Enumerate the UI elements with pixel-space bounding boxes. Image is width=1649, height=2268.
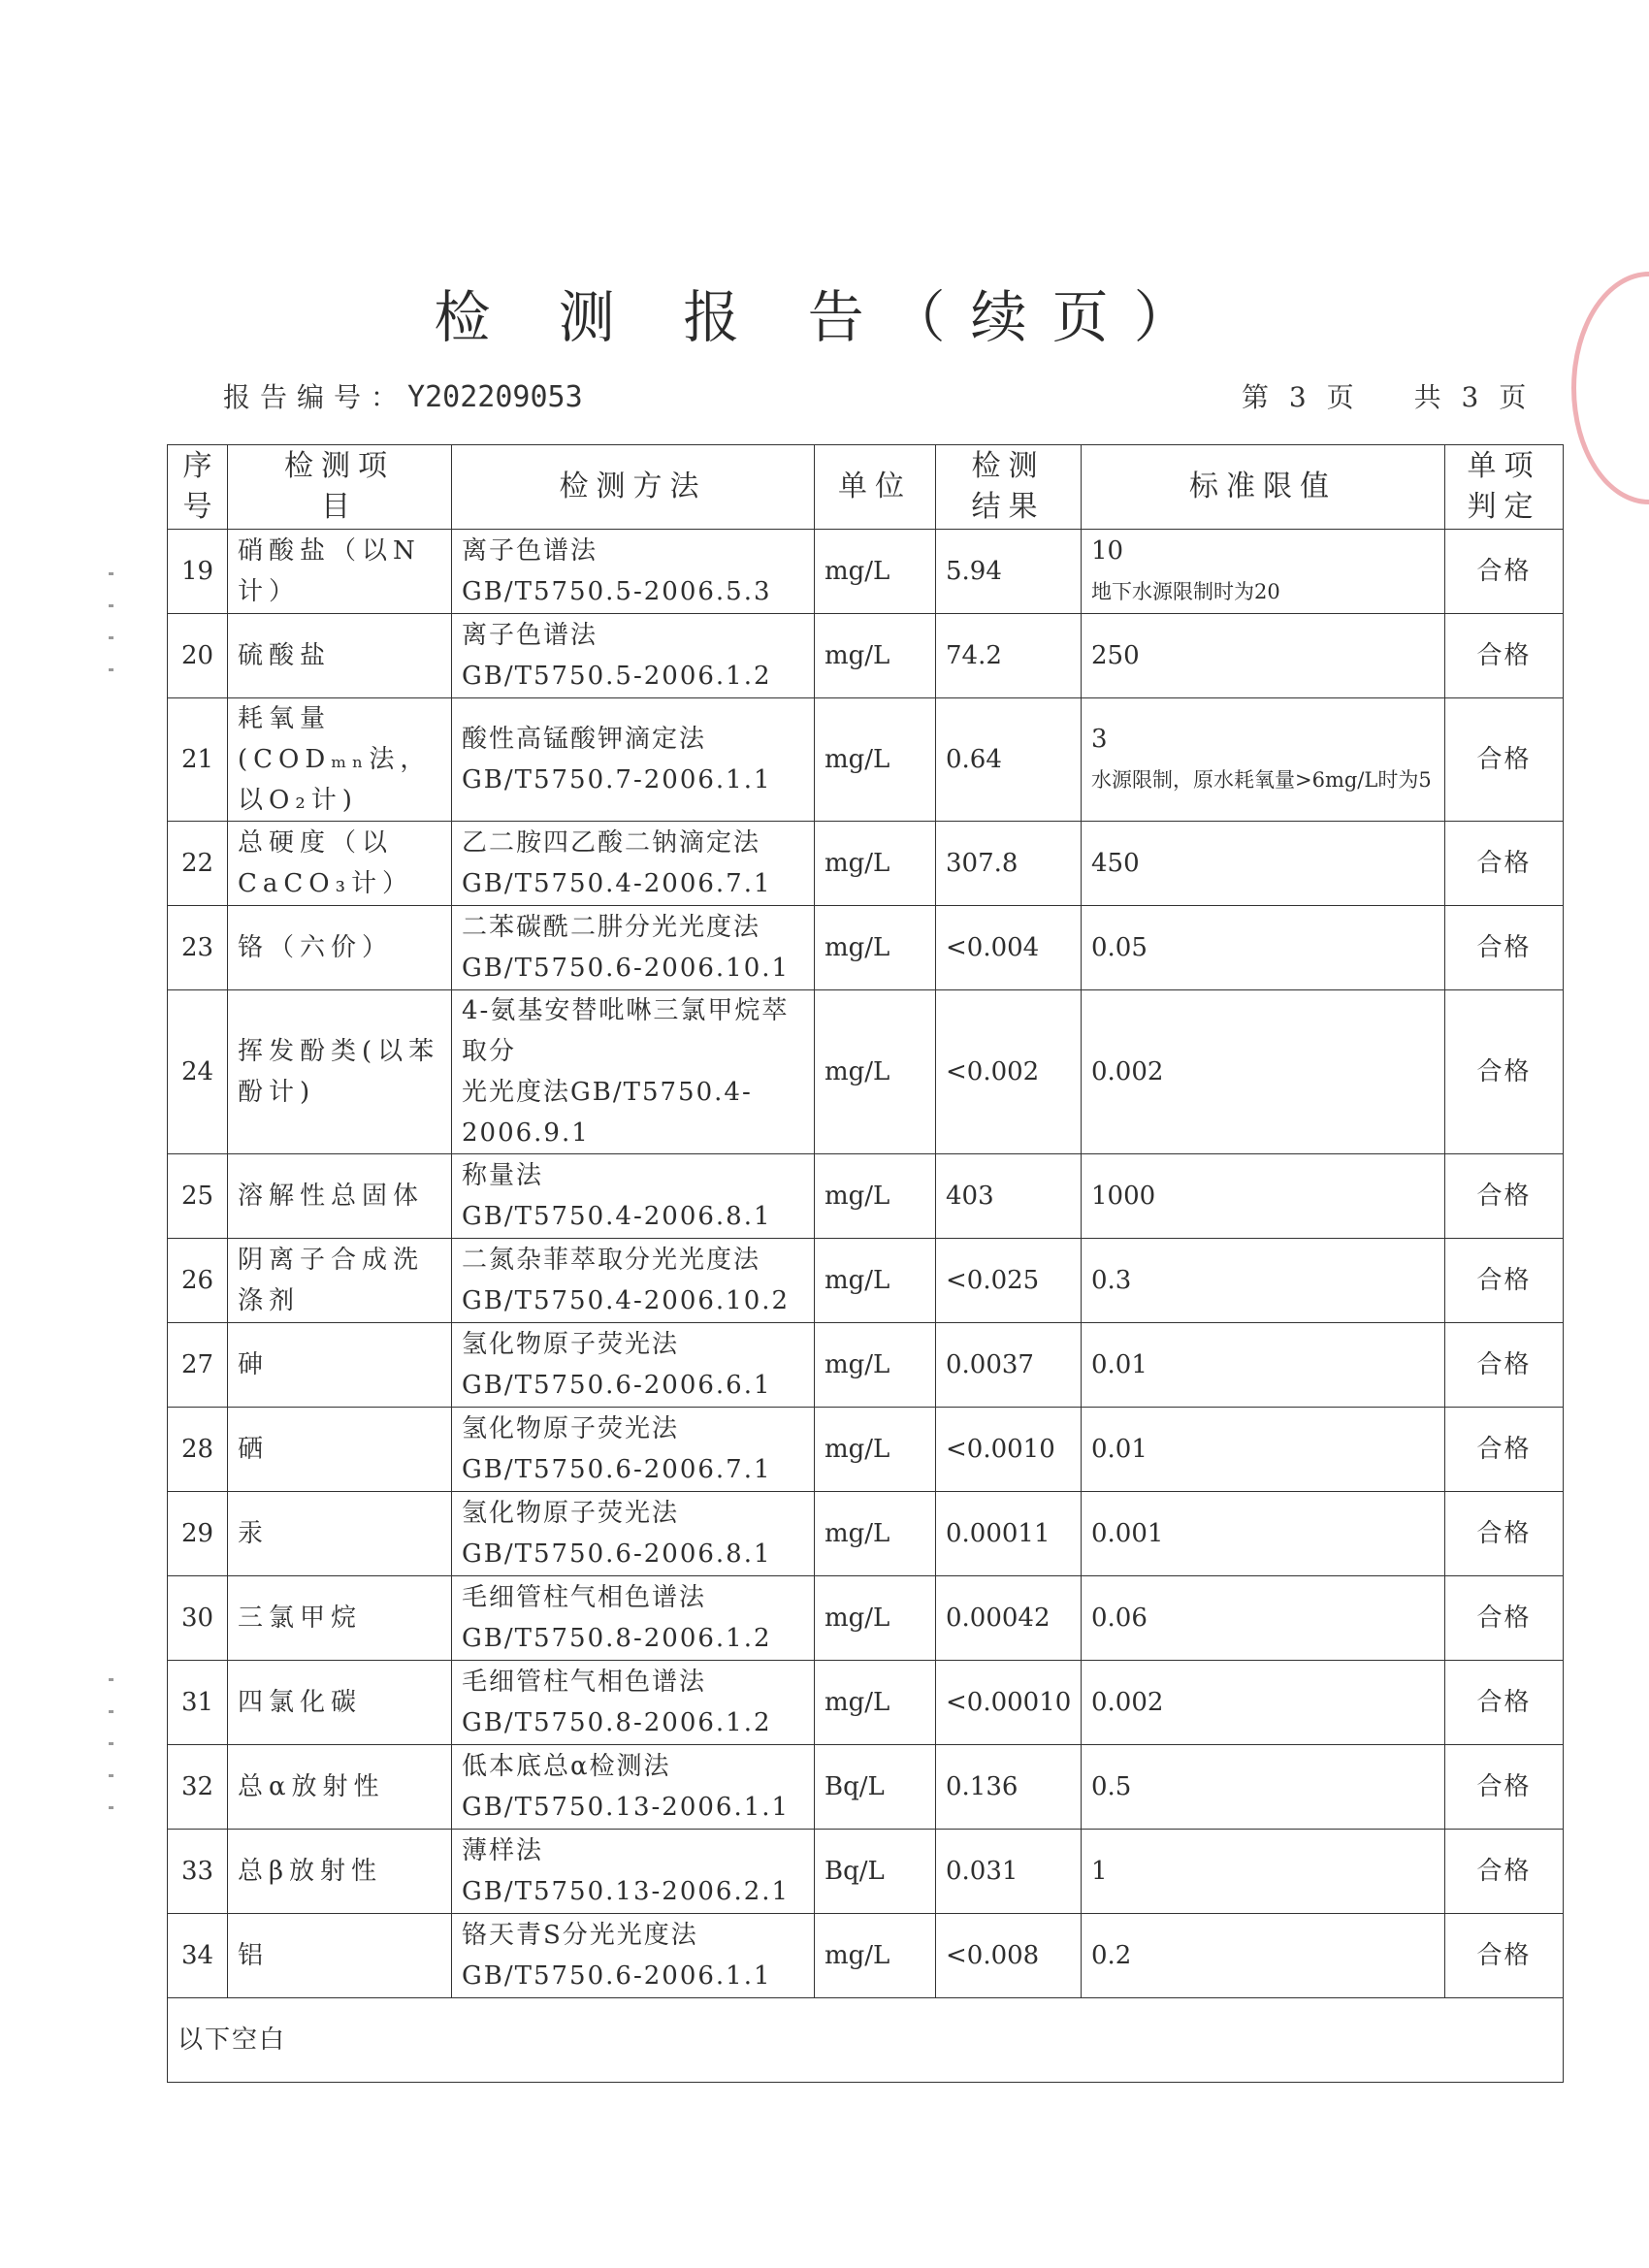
row-no: 24 (168, 990, 228, 1154)
row-item: 挥发酚类(以苯酚计) (228, 990, 452, 1154)
row-no: 34 (168, 1914, 228, 1998)
row-item: 硝酸盐（以N计） (228, 530, 452, 614)
row-method-name: 铬天青S分光光度法 (462, 1921, 698, 1950)
row-limit-value: 450 (1091, 849, 1140, 878)
row-no: 23 (168, 906, 228, 990)
report-number-label: 报告编号： (223, 381, 408, 413)
binding-marks-top (109, 572, 116, 700)
row-result: 0.0037 (936, 1323, 1082, 1408)
row-result: 0.136 (936, 1745, 1082, 1830)
row-verdict: 合格 (1445, 1492, 1564, 1576)
header-no: 序号 (168, 445, 228, 530)
row-method (452, 1576, 815, 1661)
row-verdict: 合格 (1445, 990, 1564, 1154)
row-item: 总α放射性 (228, 1745, 452, 1830)
table-row (168, 1661, 1564, 1745)
row-item: 总β放射性 (228, 1830, 452, 1914)
table-header-row (168, 445, 1564, 530)
row-result: 74.2 (936, 614, 1082, 698)
row-limit (1082, 1492, 1445, 1576)
row-limit-value: 0.01 (1091, 1435, 1148, 1464)
row-limit-value: 0.5 (1091, 1772, 1132, 1801)
header-limit: 标准限值 (1082, 445, 1445, 530)
table-row (168, 1914, 1564, 1998)
row-limit-value: 0.002 (1091, 1057, 1164, 1086)
row-result: <0.002 (936, 990, 1082, 1154)
row-limit (1082, 1745, 1445, 1830)
row-limit-value: 0.01 (1091, 1350, 1148, 1379)
row-no: 32 (168, 1745, 228, 1830)
row-method (452, 1661, 815, 1745)
row-method-name: 毛细管柱气相色谱法 (462, 1668, 707, 1697)
row-method-name: 二苯碳酰二肼分光光度法 (462, 913, 761, 942)
row-limit (1082, 698, 1445, 822)
row-method-standard: GB/T5750.6-2006.6.1 (462, 1371, 772, 1400)
row-limit-value: 0.05 (1091, 933, 1148, 962)
row-verdict: 合格 (1445, 1239, 1564, 1323)
row-verdict: 合格 (1445, 1408, 1564, 1492)
row-no: 26 (168, 1239, 228, 1323)
row-unit: mg/L (815, 1576, 936, 1661)
header-result: 检测结果 (936, 445, 1082, 530)
row-unit: mg/L (815, 1154, 936, 1239)
row-verdict: 合格 (1445, 614, 1564, 698)
row-no: 22 (168, 822, 228, 906)
row-no: 28 (168, 1408, 228, 1492)
row-method-standard: GB/T5750.13-2006.1.1 (462, 1793, 791, 1822)
row-method-standard: GB/T5750.4-2006.10.2 (462, 1286, 791, 1315)
row-method-name: 毛细管柱气相色谱法 (462, 1583, 707, 1612)
row-verdict: 合格 (1445, 1576, 1564, 1661)
row-no: 33 (168, 1830, 228, 1914)
row-limit-value: 0.001 (1091, 1519, 1164, 1548)
row-unit: mg/L (815, 822, 936, 906)
table-row (168, 530, 1564, 614)
row-no: 19 (168, 530, 228, 614)
row-method-name: 离子色谱法 (462, 621, 598, 650)
row-item: 汞 (228, 1492, 452, 1576)
table-row (168, 990, 1564, 1154)
row-unit: mg/L (815, 530, 936, 614)
row-limit (1082, 906, 1445, 990)
row-method-name: 氢化物原子荧光法 (462, 1414, 680, 1443)
row-method (452, 1408, 815, 1492)
row-method (452, 1239, 815, 1323)
page-current: 第 3 页 (1242, 381, 1360, 413)
row-unit: mg/L (815, 1408, 936, 1492)
table-row (168, 1323, 1564, 1408)
row-unit: mg/L (815, 990, 936, 1154)
row-limit (1082, 1576, 1445, 1661)
table-row (168, 698, 1564, 822)
table-row (168, 1408, 1564, 1492)
page-total: 共 3 页 (1413, 381, 1533, 413)
row-method-name: 酸性高锰酸钾滴定法 (462, 725, 707, 754)
row-item: 总硬度（以CaCO₃计） (228, 822, 452, 906)
table-row (168, 1576, 1564, 1661)
blank-note: 以下空白 (168, 1998, 1564, 2083)
row-no: 25 (168, 1154, 228, 1239)
row-limit-value: 250 (1091, 641, 1140, 670)
row-method (452, 530, 815, 614)
row-result: 0.00042 (936, 1576, 1082, 1661)
row-limit-value: 0.06 (1091, 1604, 1148, 1633)
row-result: <0.025 (936, 1239, 1082, 1323)
row-limit (1082, 1154, 1445, 1239)
row-item: 耗氧量(CODₘₙ法，以O₂计) (228, 698, 452, 822)
row-unit: mg/L (815, 614, 936, 698)
row-method-name: 低本底总α检测法 (462, 1752, 671, 1781)
row-limit (1082, 1323, 1445, 1408)
row-verdict: 合格 (1445, 1745, 1564, 1830)
row-result: 0.64 (936, 698, 1082, 822)
row-method-name: 离子色谱法 (462, 536, 598, 566)
row-method (452, 990, 815, 1154)
header-item: 检测项目 (228, 445, 452, 530)
row-method-name: 薄样法 (462, 1836, 544, 1865)
row-limit (1082, 1830, 1445, 1914)
row-verdict: 合格 (1445, 1154, 1564, 1239)
row-method-standard: GB/T5750.5-2006.5.3 (462, 577, 772, 606)
row-limit (1082, 990, 1445, 1154)
table-row (168, 614, 1564, 698)
row-item: 硫酸盐 (228, 614, 452, 698)
header-unit: 单位 (815, 445, 936, 530)
row-verdict: 合格 (1445, 1323, 1564, 1408)
row-method (452, 1745, 815, 1830)
row-item: 阴离子合成洗涤剂 (228, 1239, 452, 1323)
row-method (452, 698, 815, 822)
row-limit-note: 地下水源限制时为20 (1091, 580, 1280, 603)
row-limit-value: 1000 (1091, 1182, 1156, 1211)
row-method-standard: GB/T5750.6-2006.10.1 (462, 954, 791, 983)
row-result: 403 (936, 1154, 1082, 1239)
row-unit: mg/L (815, 1661, 936, 1745)
page-info (1242, 376, 1532, 415)
row-no: 31 (168, 1661, 228, 1745)
blank-row (168, 1998, 1564, 2083)
table-row (168, 1492, 1564, 1576)
row-unit: mg/L (815, 1239, 936, 1323)
row-method-standard: GB/T5750.4-2006.7.1 (462, 869, 772, 898)
header-verdict: 单项判定 (1445, 445, 1564, 530)
table-row (168, 822, 1564, 906)
row-item: 溶解性总固体 (228, 1154, 452, 1239)
row-result: <0.004 (936, 906, 1082, 990)
header-method: 检测方法 (452, 445, 815, 530)
row-method (452, 1154, 815, 1239)
row-result: <0.00010 (936, 1661, 1082, 1745)
row-item: 铬（六价） (228, 906, 452, 990)
report-number (223, 376, 583, 415)
row-limit (1082, 1914, 1445, 1998)
row-method-name: 4-氨基安替吡啉三氯甲烷萃取分 (462, 996, 790, 1066)
row-method-standard: GB/T5750.8-2006.1.2 (462, 1708, 772, 1737)
row-limit (1082, 614, 1445, 698)
row-unit: mg/L (815, 906, 936, 990)
row-item: 硒 (228, 1408, 452, 1492)
results-table (167, 444, 1564, 2083)
row-limit-value: 0.2 (1091, 1941, 1132, 1970)
row-verdict: 合格 (1445, 906, 1564, 990)
row-method (452, 822, 815, 906)
row-limit (1082, 530, 1445, 614)
row-verdict: 合格 (1445, 530, 1564, 614)
row-no: 30 (168, 1576, 228, 1661)
row-limit (1082, 1408, 1445, 1492)
row-unit: mg/L (815, 1914, 936, 1998)
row-verdict: 合格 (1445, 1661, 1564, 1745)
row-method-standard: GB/T5750.4-2006.8.1 (462, 1202, 772, 1231)
row-method-standard: GB/T5750.5-2006.1.2 (462, 662, 772, 691)
row-method-name: 氢化物原子荧光法 (462, 1499, 680, 1528)
row-result: <0.008 (936, 1914, 1082, 1998)
row-method-standard: GB/T5750.6-2006.8.1 (462, 1539, 772, 1569)
row-limit-note: 水源限制，原水耗氧量>6mg/L时为5 (1091, 768, 1432, 792)
table-row (168, 1745, 1564, 1830)
row-unit: Bq/L (815, 1745, 936, 1830)
table-row (168, 1239, 1564, 1323)
row-method (452, 1492, 815, 1576)
row-item: 铝 (228, 1914, 452, 1998)
row-item: 砷 (228, 1323, 452, 1408)
row-method-standard: GB/T5750.6-2006.7.1 (462, 1455, 772, 1484)
report-title: 检 测 报 告（续页） (434, 284, 1215, 350)
row-item: 四氯化碳 (228, 1661, 452, 1745)
row-verdict: 合格 (1445, 822, 1564, 906)
row-verdict: 合格 (1445, 698, 1564, 822)
row-method-standard: GB/T5750.8-2006.1.2 (462, 1624, 772, 1653)
row-no: 29 (168, 1492, 228, 1576)
row-result: 0.031 (936, 1830, 1082, 1914)
row-no: 20 (168, 614, 228, 698)
table-row (168, 906, 1564, 990)
row-unit: mg/L (815, 698, 936, 822)
row-result: 0.00011 (936, 1492, 1082, 1576)
row-limit-value: 0.3 (1091, 1266, 1132, 1295)
row-no: 21 (168, 698, 228, 822)
row-item: 三氯甲烷 (228, 1576, 452, 1661)
row-limit (1082, 1661, 1445, 1745)
row-no: 27 (168, 1323, 228, 1408)
row-method (452, 614, 815, 698)
table-row (168, 1830, 1564, 1914)
row-method-name: 氢化物原子荧光法 (462, 1330, 680, 1359)
row-method-name: 二氮杂菲萃取分光光度法 (462, 1246, 761, 1275)
row-method (452, 1323, 815, 1408)
row-result: 307.8 (936, 822, 1082, 906)
row-method-standard: 光光度法GB/T5750.4-2006.9.1 (462, 1078, 753, 1148)
row-unit: Bq/L (815, 1830, 936, 1914)
row-method (452, 906, 815, 990)
row-method-name: 称量法 (462, 1161, 544, 1190)
row-limit-value: 1 (1091, 1857, 1108, 1886)
row-limit (1082, 822, 1445, 906)
row-unit: mg/L (815, 1492, 936, 1576)
row-method-standard: GB/T5750.13-2006.2.1 (462, 1877, 791, 1906)
row-limit-value: 10 (1091, 536, 1124, 566)
row-verdict: 合格 (1445, 1830, 1564, 1914)
row-result: 5.94 (936, 530, 1082, 614)
row-limit (1082, 1239, 1445, 1323)
row-result: <0.0010 (936, 1408, 1082, 1492)
row-method (452, 1830, 815, 1914)
table-row (168, 1154, 1564, 1239)
row-method-standard: GB/T5750.7-2006.1.1 (462, 765, 772, 794)
report-number-value: Y202209053 (407, 380, 583, 414)
row-verdict: 合格 (1445, 1914, 1564, 1998)
binding-marks-bottom (109, 1678, 116, 1838)
row-method-name: 乙二胺四乙酸二钠滴定法 (462, 828, 761, 858)
row-method-standard: GB/T5750.6-2006.1.1 (462, 1961, 772, 1991)
row-limit-value: 0.002 (1091, 1688, 1164, 1717)
row-limit-value: 3 (1091, 725, 1108, 754)
row-method (452, 1914, 815, 1998)
row-unit: mg/L (815, 1323, 936, 1408)
